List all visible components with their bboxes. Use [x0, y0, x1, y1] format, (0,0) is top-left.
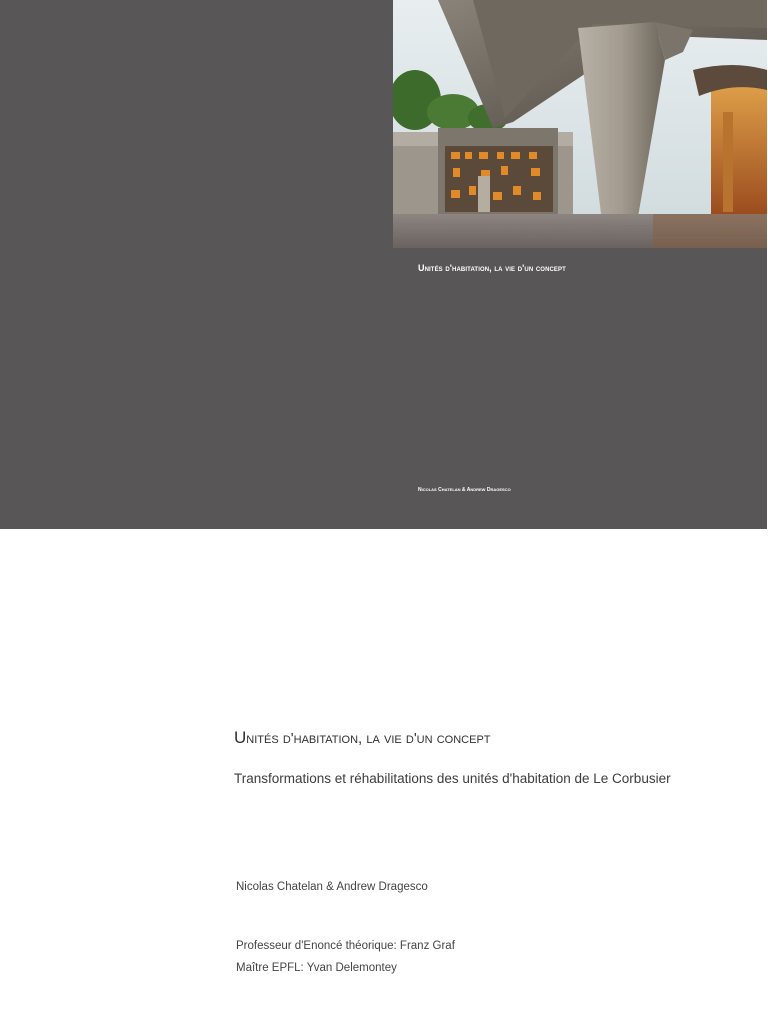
page-subtitle: Transformations et réhabilitations des unités d'habitation de Le Corbusier: [234, 771, 671, 786]
credit-professor: Professeur d'Enoncé théorique: Franz Graf: [236, 940, 455, 952]
cover-authors: Nicolas Chatelan & Andrew Dragesco: [418, 487, 511, 493]
cover-title: Unités d'habitation, la vie d'un concept: [418, 263, 566, 273]
page-authors: Nicolas Chatelan & Andrew Dragesco: [236, 881, 428, 893]
cover-photo: [393, 0, 767, 248]
credit-maitre: Maître EPFL: Yvan Delemontey: [236, 962, 397, 974]
page-title: Unités d'habitation, la vie d'un concept: [234, 728, 491, 747]
